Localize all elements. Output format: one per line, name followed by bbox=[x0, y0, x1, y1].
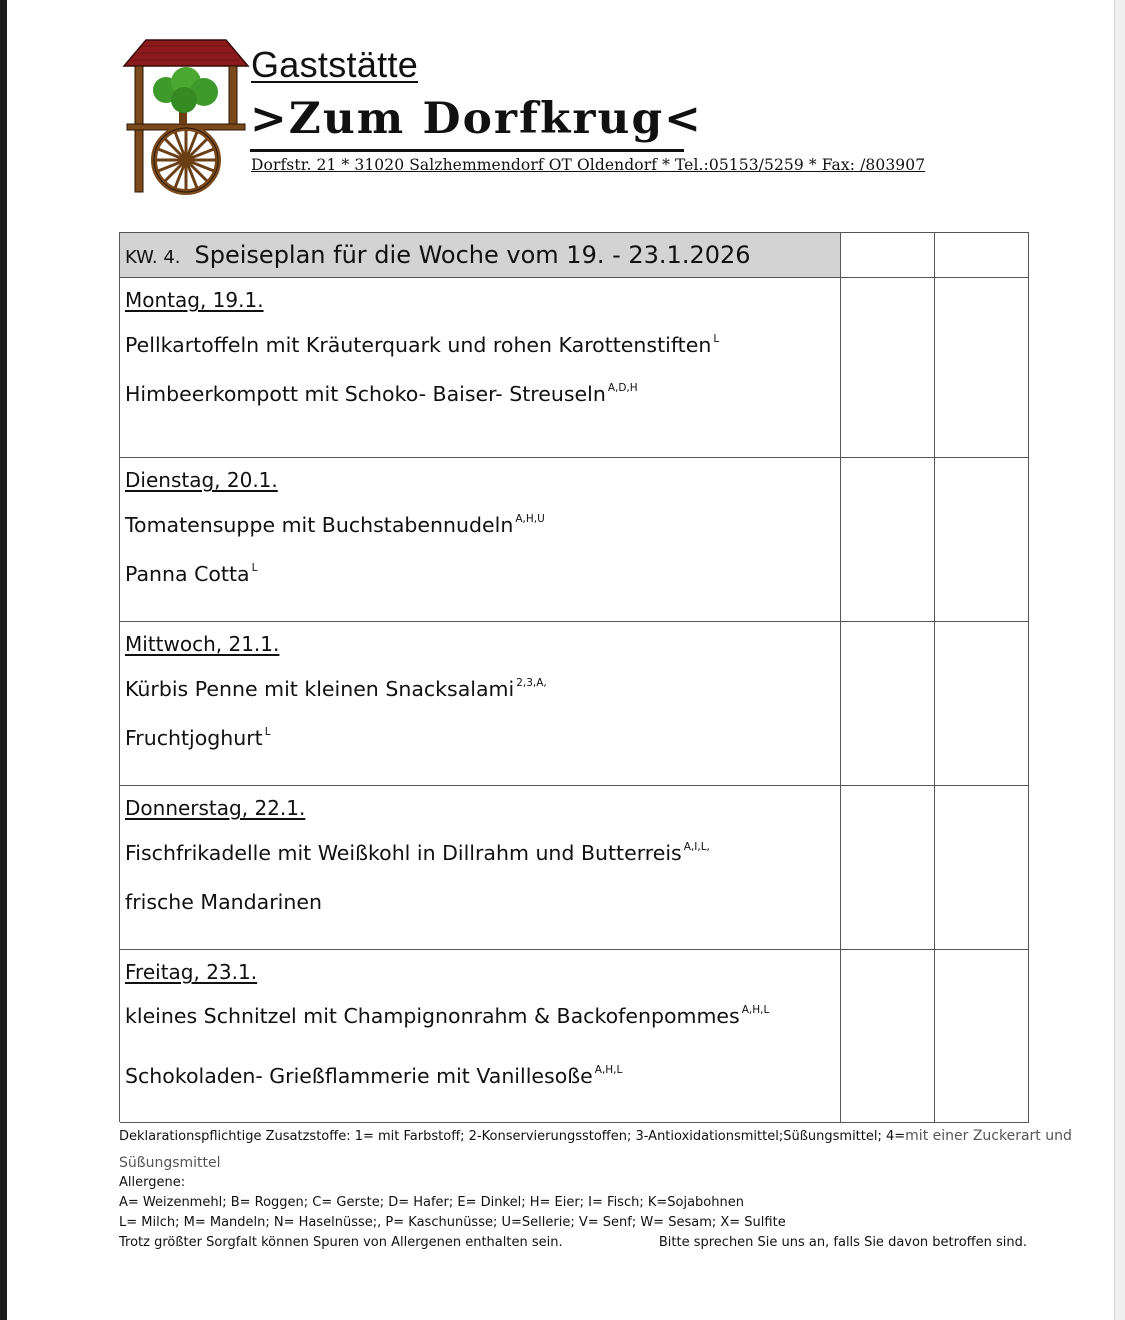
scrollbar-track[interactable] bbox=[1114, 0, 1125, 1320]
day-heading: Donnerstag, 22.1. bbox=[125, 796, 306, 820]
week-header-cell bbox=[120, 233, 841, 278]
additives-note bbox=[119, 1126, 1072, 1147]
dish-name: Himbeerkompott mit Schoko- Baiser- Streuseln bbox=[125, 382, 606, 406]
dish-item bbox=[125, 382, 638, 406]
dish-item bbox=[125, 677, 547, 701]
title-underline bbox=[250, 149, 684, 152]
allergen-codes: A,I,L, bbox=[683, 841, 710, 854]
wagon-wheel-icon bbox=[154, 128, 218, 192]
dorfkrug-logo bbox=[122, 38, 250, 196]
day-heading: Dienstag, 20.1. bbox=[125, 468, 278, 492]
dish-name: Fischfrikadelle mit Weißkohl in Dillrahm und Butterreis bbox=[125, 841, 682, 865]
extra-column-cell bbox=[841, 786, 935, 950]
week-title: Speiseplan für die Woche vom 19. - 23.1.2026 bbox=[194, 241, 751, 269]
disclaimer-left: Trotz größter Sorgfalt können Spuren von Allergenen enthalten sein. bbox=[119, 1235, 563, 1250]
extra-column-cell bbox=[841, 278, 935, 458]
allergens-legend-2: L= Milch; M= Mandeln; N= Haselnüsse;, P= Kaschunüsse; U=Sellerie; V= Senf; W= Sesam; X= Sulfite bbox=[119, 1215, 786, 1230]
extra-column-cell bbox=[935, 950, 1029, 1123]
allergens-heading: Allergene: bbox=[119, 1175, 186, 1190]
day-heading: Freitag, 23.1. bbox=[125, 960, 258, 984]
day-block bbox=[120, 278, 841, 458]
extra-column-cell bbox=[841, 458, 935, 622]
dish-item bbox=[125, 333, 719, 357]
allergen-codes: L bbox=[713, 333, 720, 346]
dish-name: Tomatensuppe mit Buchstabennudeln bbox=[125, 513, 514, 537]
extra-column-cell bbox=[841, 950, 935, 1123]
day-heading: Montag, 19.1. bbox=[125, 288, 264, 312]
extra-column-cell bbox=[841, 622, 935, 786]
disclaimer-right: Bitte sprechen Sie uns an, falls Sie davon betroffen sind. bbox=[658, 1235, 1027, 1250]
allergen-codes: 2,3,A, bbox=[516, 677, 547, 690]
day-block bbox=[120, 950, 841, 1123]
allergen-codes: L bbox=[264, 726, 271, 739]
allergen-codes: A,D,H bbox=[607, 382, 638, 395]
address-line: Dorfstr. 21 * 31020 Salzhemmendorf OT Oldendorf * Tel.:05153/5259 * Fax: /803907 bbox=[251, 156, 926, 174]
extra-column-cell bbox=[935, 233, 1029, 278]
additives-text: Deklarationspflichtige Zusatzstoffe: 1= mit Farbstoff; 2-Konservierungsstoffen; 3-Antioxidationsmittel;Süßungsmittel; 4= bbox=[119, 1129, 906, 1144]
day-block bbox=[120, 622, 841, 786]
dish-item bbox=[125, 1064, 622, 1088]
restaurant-name: >Zum Dorfkrug< bbox=[250, 94, 703, 144]
dish-item bbox=[125, 841, 710, 865]
footnotes bbox=[119, 1126, 1072, 1253]
day-heading: Mittwoch, 21.1. bbox=[125, 632, 280, 656]
extra-column-cell bbox=[841, 233, 935, 278]
dish-name: Fruchtjoghurt bbox=[125, 726, 263, 750]
allergens-legend-1: A= Weizenmehl; B= Roggen; C= Gerste; D= Hafer; E= Dinkel; H= Eier; I= Fisch; K=Sojabohnen bbox=[119, 1195, 744, 1210]
dish-item bbox=[125, 890, 324, 914]
additives-note-end: Süßungsmittel bbox=[119, 1155, 221, 1171]
day-block bbox=[120, 786, 841, 950]
dish-item bbox=[125, 726, 271, 750]
extra-column-cell bbox=[935, 622, 1029, 786]
disclaimer-row bbox=[119, 1233, 1029, 1253]
dish-name: Panna Cotta bbox=[125, 562, 250, 586]
extra-column-cell bbox=[935, 458, 1029, 622]
additives-text-continued: mit einer Zuckerart und bbox=[905, 1128, 1072, 1144]
dish-name: kleines Schnitzel mit Champignonrahm & Backofenpommes bbox=[125, 1004, 740, 1028]
week-number: KW. 4. bbox=[125, 247, 181, 268]
dish-item bbox=[125, 1004, 769, 1028]
business-type: Gaststätte bbox=[251, 44, 419, 85]
menu-table bbox=[119, 232, 1029, 1122]
dish-item bbox=[125, 513, 545, 537]
allergen-codes: L bbox=[251, 562, 258, 575]
allergen-codes: A,H,L bbox=[741, 1004, 770, 1017]
dish-name: Pellkartoffeln mit Kräuterquark und rohen Karottenstiften bbox=[125, 333, 712, 357]
extra-column-cell bbox=[935, 278, 1029, 458]
dish-name: Schokoladen- Grießflammerie mit Vanillesoße bbox=[125, 1064, 593, 1088]
left-frame-edge bbox=[0, 0, 7, 1320]
day-block bbox=[120, 458, 841, 622]
extra-column-cell bbox=[935, 786, 1029, 950]
allergen-codes: A,H,L bbox=[594, 1064, 623, 1077]
allergen-codes: A,H,U bbox=[515, 513, 545, 526]
dish-name: frische Mandarinen bbox=[125, 890, 322, 914]
dish-name: Kürbis Penne mit kleinen Snacksalami bbox=[125, 677, 515, 701]
dish-item bbox=[125, 562, 257, 586]
